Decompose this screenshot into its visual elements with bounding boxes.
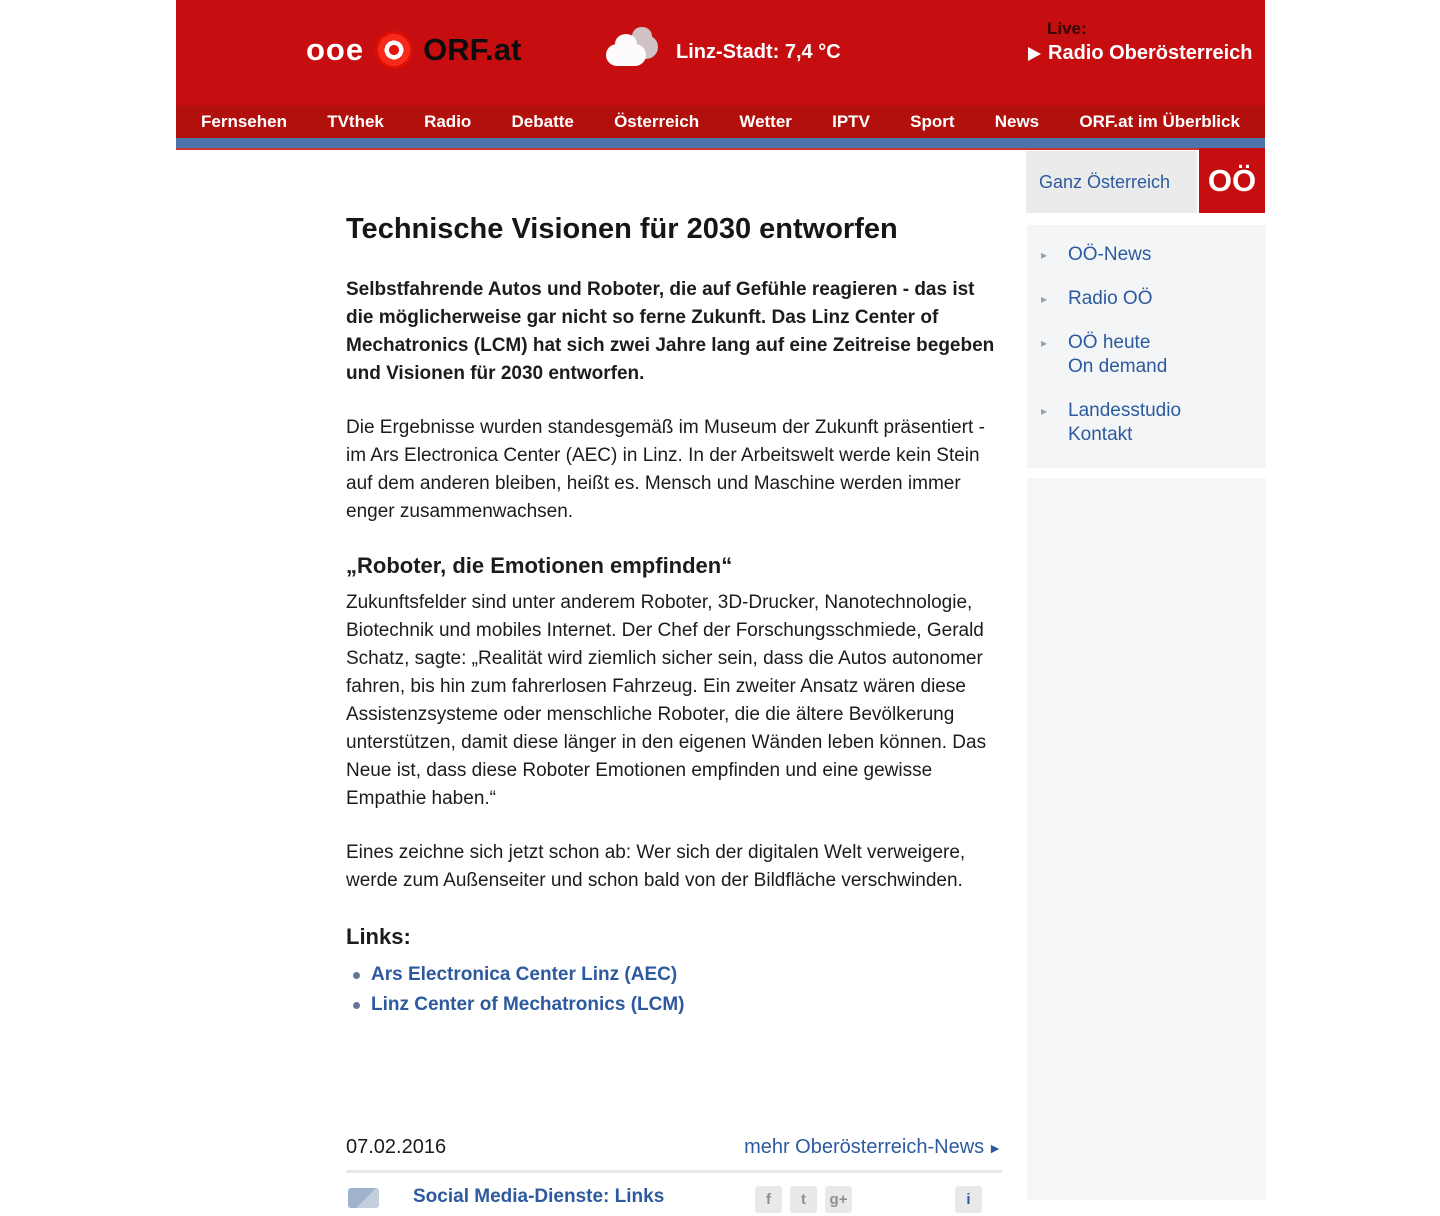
sidebar-empty-panel — [1027, 478, 1266, 1200]
article-lead: Selbstfahrende Autos und Roboter, die auf Gefühle reagieren - das ist die möglicherweise gar nicht so ferne Zukunft. Das Linz Center of Mechatronics (LCM) hat sich zwei Jahre lang auf eine Zeitreise begeben und Visionen für 2030 entworfen. — [346, 279, 995, 384]
bullet-icon — [353, 972, 360, 979]
article-footer-row — [346, 1136, 1002, 1159]
nav-item-iptv[interactable]: IPTV — [832, 111, 870, 131]
article-title: Technische Visionen für 2030 entworfen — [346, 213, 898, 245]
links-list — [346, 961, 1002, 1020]
orf-eye-icon — [375, 31, 413, 69]
more-news-link[interactable]: mehr Oberösterreich-News ► — [744, 1136, 1002, 1158]
article-paragraph: Eines zeichne sich jetzt schon ab: Wer sich der digitalen Welt verweigere, werde zum Außenseiter und schon bald von der Bildfläche verschwinden. — [346, 842, 966, 891]
logo-region-text: ooe — [306, 32, 365, 67]
social-services-label: Social Media-Dienste: Links — [413, 1186, 665, 1207]
divider — [346, 1170, 1002, 1173]
triangle-right-icon: ► — [988, 1140, 1002, 1156]
ganz-oesterreich-label: Ganz Österreich — [1039, 171, 1171, 192]
link-aec[interactable]: Ars Electronica Center Linz (AEC) — [371, 964, 678, 985]
googleplus-icon[interactable]: g+ — [825, 1186, 852, 1213]
logo-orfat-text: ORF.at — [423, 32, 522, 67]
nav-item-sport[interactable]: Sport — [910, 111, 955, 131]
nav-item-oesterreich[interactable]: Österreich — [614, 111, 700, 131]
link-lcm[interactable]: Linz Center of Mechatronics (LCM) — [371, 994, 685, 1015]
sidebar-item-radio-oo[interactable] — [1041, 287, 1266, 311]
nav-item-news[interactable]: News — [994, 111, 1040, 131]
sidebar-item-landesstudio[interactable] — [1041, 399, 1266, 447]
article — [346, 212, 1002, 1021]
weather-label: Linz-Stadt: 7,4 °C — [676, 40, 841, 63]
region-logo-box[interactable] — [1199, 148, 1265, 213]
sidebar-item-label: Landesstudio Kontakt — [1068, 400, 1182, 445]
article-paragraph: Die Ergebnisse wurden standesgemäß im Museum der Zukunft präsentiert - im Ars Electronica Center (AEC) in Linz. In der Arbeitswelt werde kein Stein auf dem anderen bleiben, heißt es. Mensch und Maschine werden immer enger zusammenwachsen. — [346, 417, 985, 522]
social-media-row — [346, 1186, 1002, 1216]
links-heading: Links: — [346, 924, 411, 949]
nav-item-tvthek[interactable]: TVthek — [327, 111, 384, 131]
sidebar-item-label: OÖ-News — [1068, 244, 1152, 265]
nav-item-debatte[interactable]: Debatte — [511, 111, 574, 131]
live-label: Live: — [1047, 19, 1087, 38]
site-logo[interactable] — [306, 30, 521, 70]
region-logo-text: OÖ — [1207, 162, 1257, 198]
article-subheading: „Roboter, die Emotionen empfinden“ — [346, 553, 733, 578]
twitter-icon[interactable]: t — [790, 1186, 817, 1213]
sidebar-item-oo-heute[interactable] — [1041, 331, 1266, 379]
facebook-icon[interactable]: f — [755, 1186, 782, 1213]
sidebar-item-label: Radio OÖ — [1068, 288, 1153, 309]
weather-widget[interactable] — [606, 33, 841, 71]
blue-accent-bar — [176, 138, 1265, 148]
nav-item-wetter[interactable]: Wetter — [739, 111, 792, 131]
main-nav — [176, 105, 1265, 138]
nav-item-ueberblick[interactable]: ORF.at im Überblick — [1079, 111, 1240, 131]
ganz-oesterreich-tab[interactable] — [1026, 151, 1197, 213]
article-paragraph: Zukunftsfelder sind unter anderem Roboter, 3D-Drucker, Nanotechnologie, Biotechnik und mobiles Internet. Der Chef der Forschungsschmiede, Gerald Schatz, sagte: „Realität wird ziemlich sicher sein, dass die Autos autonomer fahren, bis hin zum fahrerlosen Fahrzeug. Ein zweiter Ansatz wären diese Assistenzsysteme oder menschliche Roboter, die die ältere Bevölkerung unterstützen, damit diese länger in den eigenen Wänden leben können. Das Neue ist, dass diese Roboter Emotionen empfinden und eine gewisse Empathie haben.“ — [346, 592, 987, 809]
sidebar-item-oo-news[interactable] — [1041, 243, 1266, 267]
nav-item-fernsehen[interactable]: Fernsehen — [201, 111, 287, 131]
live-station-label: Radio Oberösterreich — [1048, 42, 1253, 64]
arrow-right-icon: ▸ — [1041, 248, 1048, 262]
live-radio-block[interactable] — [1028, 19, 1253, 65]
info-icon[interactable]: i — [955, 1186, 982, 1213]
arrow-right-icon: ▸ — [1041, 404, 1048, 418]
bullet-icon — [353, 1002, 360, 1009]
article-date: 07.02.2016 — [346, 1136, 447, 1158]
play-icon — [1028, 47, 1041, 61]
screen-icon — [348, 1188, 379, 1208]
list-item — [346, 991, 1002, 1020]
arrow-right-icon: ▸ — [1041, 336, 1048, 350]
list-item — [346, 961, 1002, 990]
sidebar-item-label: OÖ heute On demand — [1068, 332, 1168, 377]
sidebar-menu — [1027, 225, 1266, 468]
cloud-icon — [606, 33, 662, 71]
red-accent-line — [176, 148, 1265, 150]
nav-item-radio[interactable]: Radio — [424, 111, 472, 131]
arrow-right-icon: ▸ — [1041, 292, 1048, 306]
site-header — [176, 0, 1265, 105]
